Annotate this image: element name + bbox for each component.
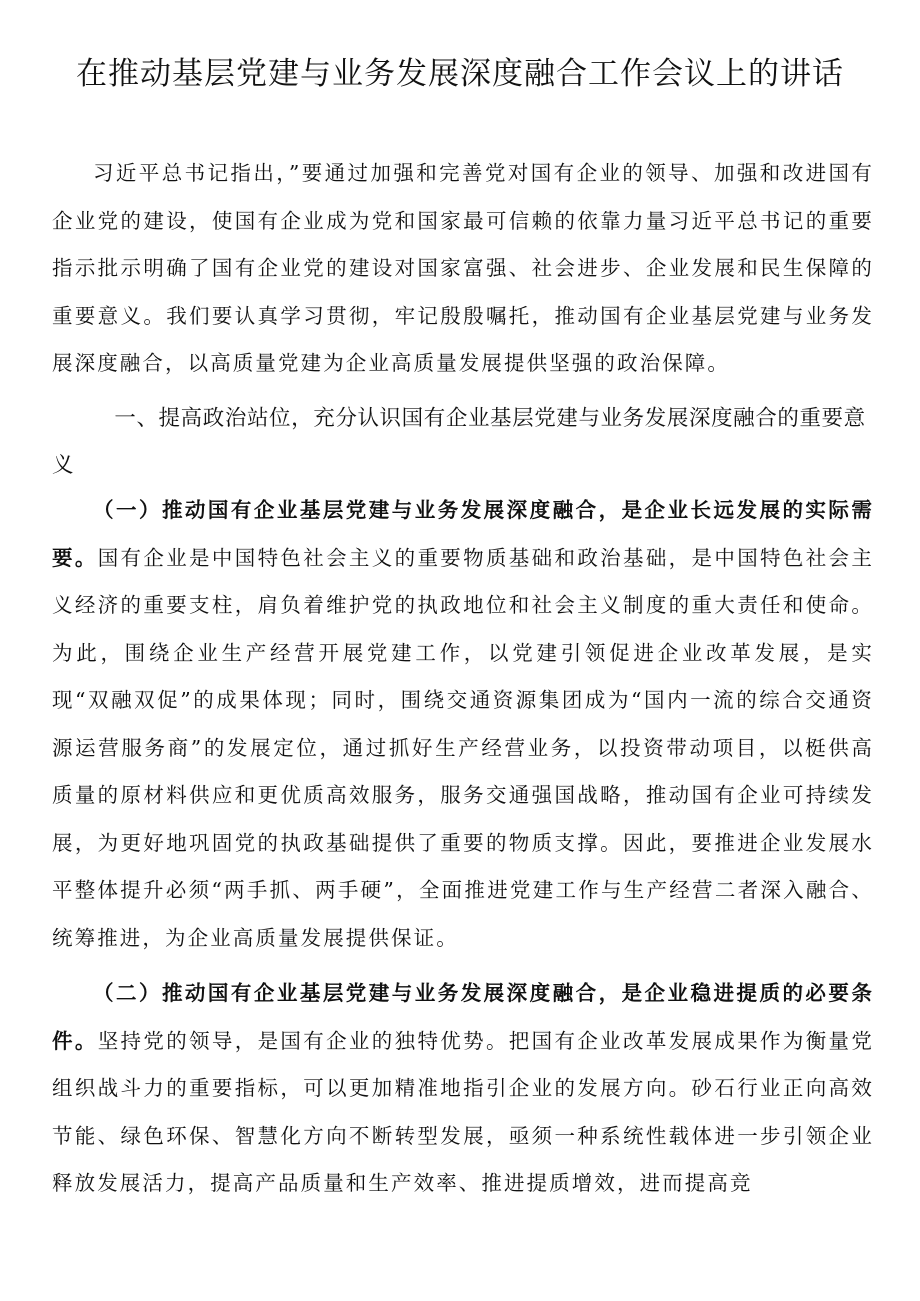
item-lead-2: （二）推动国有企业基层党建与业务发展深度融合，是企业稳进提质的必要条件。 [52,981,874,1053]
section-heading: 一、提高政治站位，充分认识国有企业基层党建与业务发展深度融合的重要意义 [52,406,866,478]
item-lead-1: （一）推动国有企业基层党建与业务发展深度融合，是企业长远发展的实际需要。 [52,498,874,570]
item-paragraph-2 [52,970,874,1208]
intro-paragraph: 习近平总书记指出，”要通过加强和完善党对国有企业的领导、加强和改进国有企业党的建设，使国有企业成为党和国家最可信赖的依靠力量习近平总书记的重要指示批示明确了国有企业党的建设对国家富强、社会进步、企业发展和民生保障的重要意义。我们要认真学习贯彻，牢记殷殷嘱托，推动国有企业基层党建与业务发展深度融合，以高质量党建为企业高质量发展提供坚强的政治保障。 [52,161,874,375]
item-body-1: 国有企业是中国特色社会主义的重要物质基础和政治基础，是中国特色社会主义经济的重要支柱，肩负着维护党的执政地位和社会主义制度的重大责任和使命。为此，围绕企业生产经营开展党建工作，以党建引领促进企业改革发展，是实现“双融双促”的成果体现；同时，围绕交通资源集团成为“国内一流的综合交通资源运营服务商”的发展定位，通过抓好生产经营业务，以投资带动项目，以梃供高质量的原材料供应和更优质高效服务，服务交通强国战略，推动国有企业可持续发展，为更好地巩固党的执政基础提供了重要的物质支撑。因此，要推进企业发展水平整体提升必须“两手抓、两手硬”，全面推进党建工作与生产经营二者深入融合、统筹推进，为企业高质量发展提供保证。 [52,545,874,950]
item-body-2: 坚持党的领导，是国有企业的独特优势。把国有企业改革发展成果作为衡量党组织战斗力的重要指标，可以更加精准地指引企业的发展方向。砂石行业正向高效节能、绿色环保、智慧化方向不断转型发展，亟须一种系统性载体进一步引领企业释放发展活力，提高产品质量和生产效率、推进提质增效，进而提高竞 [52,1028,874,1195]
document-title: 在推动基层党建与业务发展深度融合工作会议上的讲话 [76,56,844,92]
item-paragraph-1 [52,487,874,962]
